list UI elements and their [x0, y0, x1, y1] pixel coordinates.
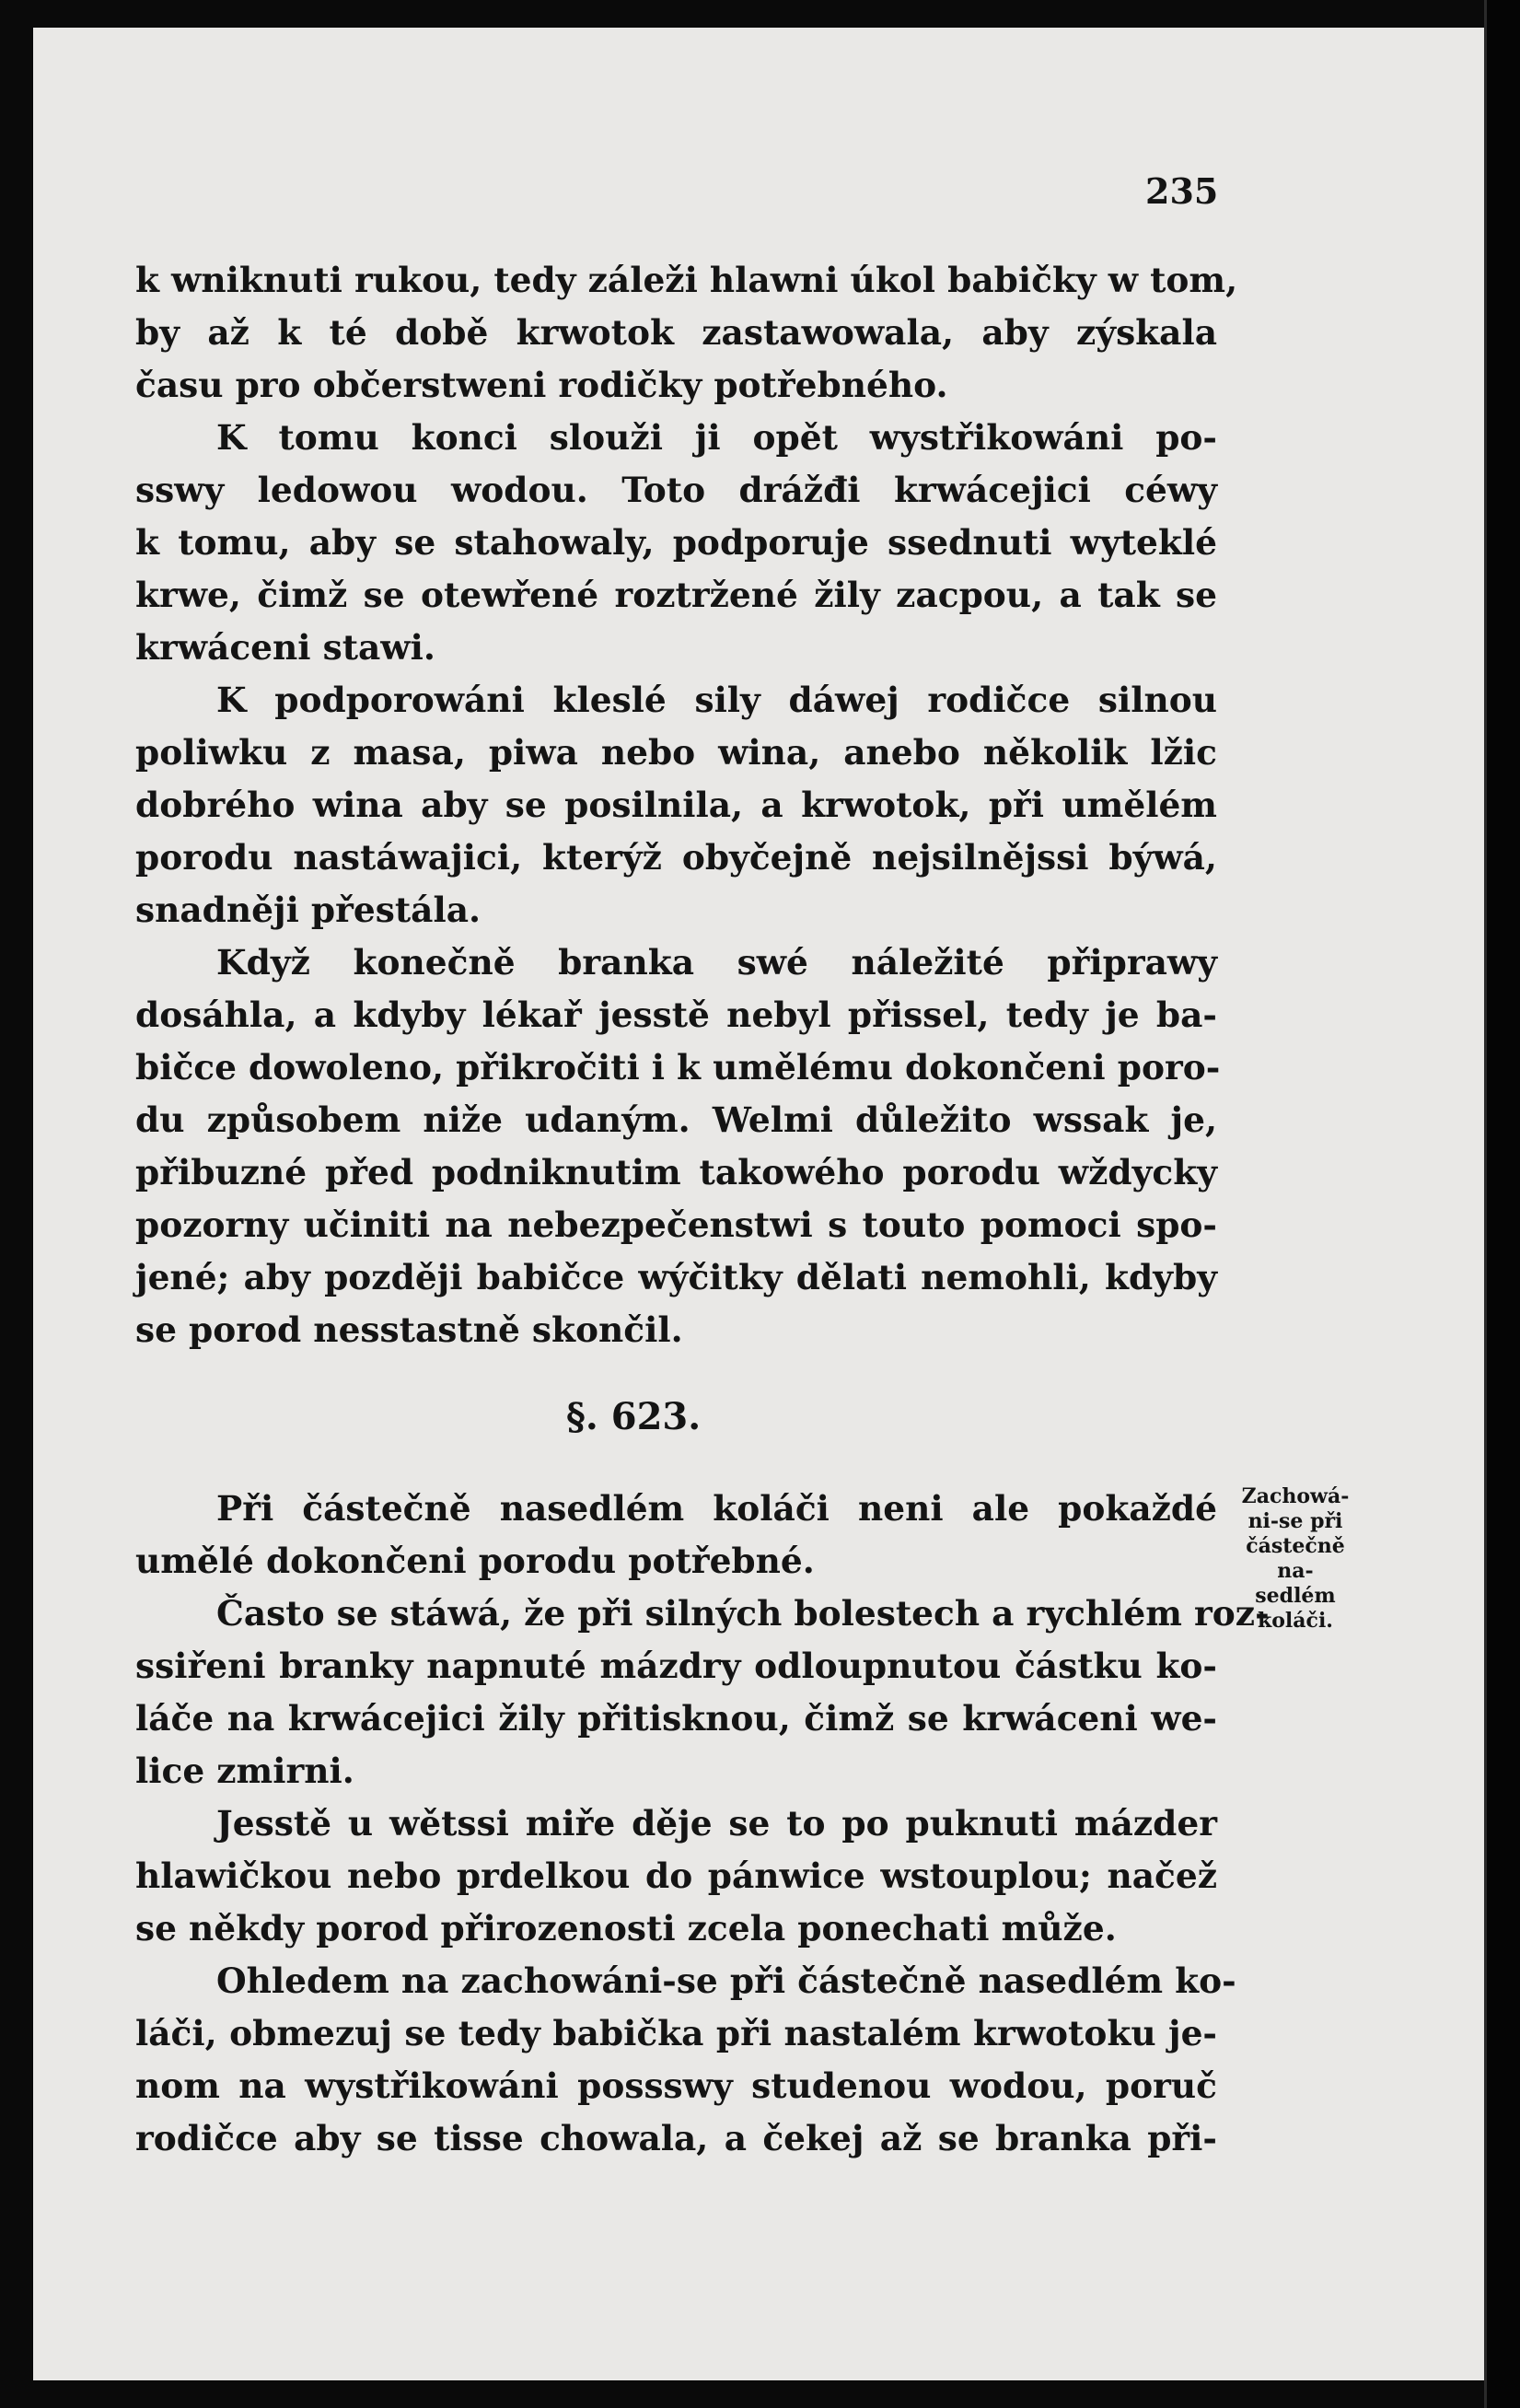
text-line: krwáceni stawi.	[135, 627, 435, 668]
text-line: přibuzné před podniknutim takowého porodu wždycky	[135, 1152, 1217, 1192]
margin-note-line: Zachowá-	[1241, 1484, 1350, 1508]
text-line: hlawičkou nebo prdelkou do pánwice wstouplou; načež	[135, 1855, 1217, 1896]
text-line: se porod nesstastně skončil.	[135, 1309, 683, 1350]
section-heading: §. 623.	[566, 1395, 702, 1438]
text-line: dobrého wina aby se posilnila, a krwotok, při umělém	[135, 785, 1217, 825]
text-line: lice zmirni.	[135, 1751, 354, 1791]
margin-note-line: částečně na-	[1246, 1534, 1345, 1583]
margin-note	[1226, 1484, 1364, 1634]
margin-note-line: koláči.	[1258, 1609, 1333, 1633]
text-line: jené; aby později babičce wýčitky dělati nemohli, kdyby	[135, 1257, 1217, 1297]
text-line: umělé dokončeni porodu potřebné.	[135, 1541, 815, 1581]
text-line: K tomu konci slouži ji opět wystřikowáni po-	[216, 417, 1217, 458]
text-line: k wniknuti rukou, tedy záleži hlawni úkol babičky w tom,	[135, 260, 1238, 300]
text-line: dosáhla, a kdyby lékař jesstě nebyl přissel, tedy je ba-	[135, 995, 1217, 1035]
text-line: pozorny učiniti na nebezpečenstwi s touto pomoci spo-	[135, 1204, 1217, 1245]
text-line: sswy ledowou wodou. Toto drážđi krwácejici céwy	[135, 470, 1217, 510]
text-line: bičce dowoleno, přikročiti i k umělému dokončeni poro-	[135, 1047, 1221, 1088]
text-line: Jesstě u wětssi miře děje se to po puknuti mázder	[216, 1803, 1217, 1844]
text-line: by až k té době krwotok zastawowala, aby zýskala	[135, 312, 1217, 353]
text-line: ssiřeni branky napnuté mázdry odloupnutou částku ko-	[135, 1646, 1217, 1686]
text-line: rodičce aby se tisse chowala, a čekej až se branka při-	[135, 2118, 1217, 2158]
text-line: porodu nastáwajici, kterýž obyčejně nejsilnějssi býwá,	[135, 837, 1217, 878]
scan-edge	[1484, 0, 1520, 2408]
text-line: du způsobem niže udaným. Welmi důležito wssak je,	[135, 1099, 1217, 1140]
text-line: Při částečně nasedlém koláči neni ale pokaždé	[216, 1488, 1217, 1529]
text-line: nom na wystřikowáni possswy studenou wodou, poruč	[135, 2065, 1217, 2106]
text-line: k tomu, aby se stahowaly, podporuje ssednuti wyteklé	[135, 522, 1217, 563]
margin-note-line: sedlém	[1255, 1584, 1336, 1608]
text-line: snadněji přestála.	[135, 890, 482, 930]
text-line: láče na krwácejici žily přitisknou, čimž se krwáceni we-	[135, 1698, 1217, 1739]
margin-note-line: ni-se při	[1247, 1509, 1343, 1533]
page-number: 235	[1145, 170, 1219, 212]
text-line: času pro občerstweni rodičky potřebného.	[135, 365, 948, 405]
text-line: Když konečně branka swé náležité připrawy	[216, 942, 1217, 983]
text-line: láči, obmezuj se tedy babička při nastalém krwotoku je-	[135, 2013, 1217, 2053]
text-line: Často se stáwá, že při silných bolestech a rychlém roz-	[216, 1593, 1270, 1634]
text-line: K podporowáni kleslé sily dáwej rodičce silnou	[216, 680, 1217, 720]
text-line: Ohledem na zachowáni-se při částečně nasedlém ko-	[216, 1960, 1236, 2001]
text-line: krwe, čimž se otewřené roztržené žily zacpou, a tak se	[135, 575, 1217, 615]
text-line: se někdy porod přirozenosti zcela ponechati může.	[135, 1908, 1117, 1949]
text-line: poliwku z masa, piwa nebo wina, anebo několik lžic	[135, 732, 1217, 773]
